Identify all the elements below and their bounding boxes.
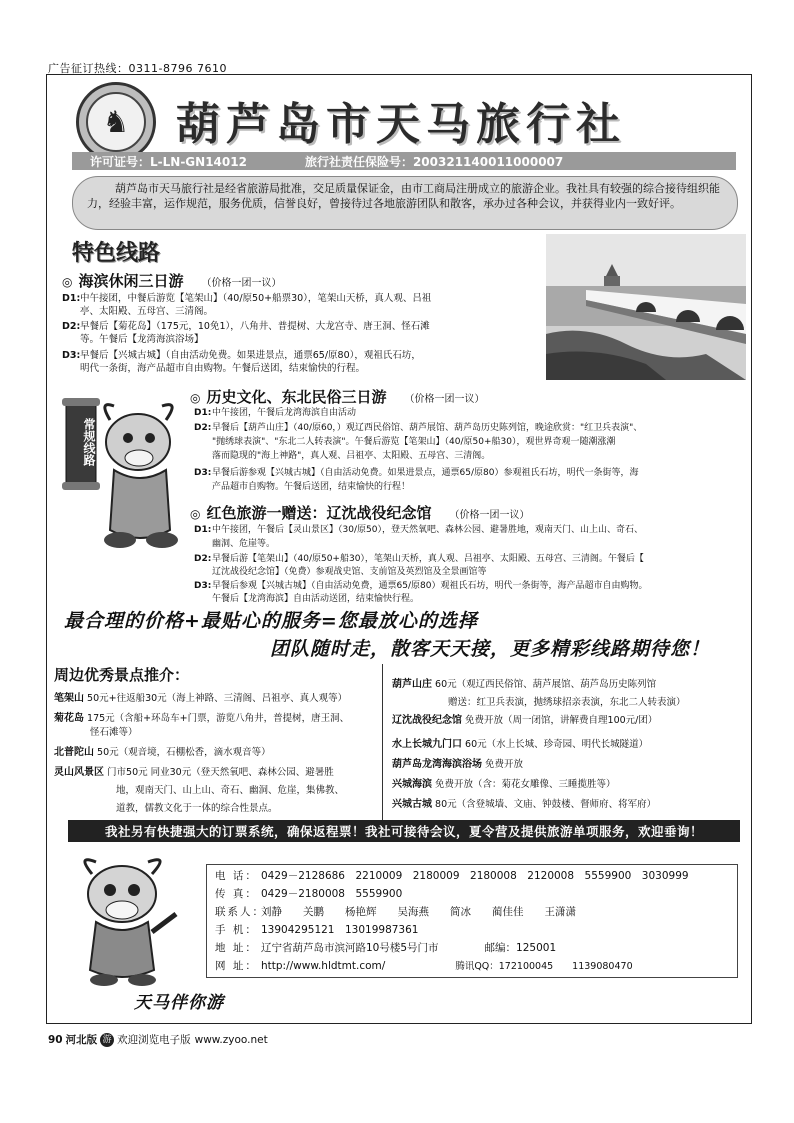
route-title-seaside xyxy=(62,270,282,291)
route-day-line: 落而隐现的"海上神路"，真人观、吕祖亭、太阳殿、五母宫、三清阁。 xyxy=(212,451,491,461)
regular-routes-badge: 常规线路 xyxy=(82,418,96,466)
scenic-spots-heading: 周边优秀景点推介： xyxy=(54,666,190,684)
route-day-line: D2:早餐后【葫芦山庄】（40/原60，）观辽西民俗馆、葫芦展馆、葫芦岛历史陈列馆，晚途欣赏："红卫兵表演"、 xyxy=(194,423,643,433)
phone-numbers: 0429－2128686 2210009 2180009 2180008 2120008 5559900 3030999 xyxy=(261,870,689,882)
scenic-spot: 兴城海滨 免费开放（含：菊花女雕像、三睡揽胜等） xyxy=(392,779,616,790)
slogan-price-service: 最合理的价格+最贴心的服务=您最放心的选择 xyxy=(64,610,478,632)
route-title-history: ◎ 历史文化、东北民俗三日游 （价格一团一议） xyxy=(190,388,485,406)
contact-people: 刘静 关鹏 杨艳辉 吴海燕 简冰 蔺佳佳 王潇潇 xyxy=(261,906,576,918)
ox-mascot-icon xyxy=(58,390,188,560)
route-day-line: 明代一条街，海产品超市自由购物。午餐后送团，结束愉快的行程。 xyxy=(80,363,366,374)
route-day-line: 辽沈战役纪念馆】（免费）参观战史馆、支前馆及英烈馆及全景画馆等 xyxy=(212,567,487,577)
scenic-spot: 灵山风景区 门市50元 同业30元（登天然氧吧、森林公园、避暑胜 xyxy=(54,767,334,778)
postcode: 邮编：125001 xyxy=(484,942,557,954)
circle-bullet-icon: ◎ xyxy=(190,391,201,405)
route-day-line: 产品超市自购物。午餐后送团，结束愉快的行程！ xyxy=(212,482,411,492)
contact-phone-row: 电 话： 0429－2128686 2210009 2180009 2180008 2120008 5559900 3030999 xyxy=(215,870,689,882)
scenic-spot: 赠送：红卫兵表演，抛绣球招亲表演，东北二人转表演） xyxy=(448,697,686,708)
license-bar xyxy=(72,152,736,170)
route-title-red-tourism: ◎ 红色旅游一赠送：辽沈战役纪念馆 （价格一团一议） xyxy=(190,504,530,522)
route-day-line: D2:早餐后游【笔架山】（40/原50+船30），笔架山天桥，真人观、吕祖亭、太阳殿、五母宫、三清阁。午餐后【 xyxy=(194,554,644,564)
route-price: （价格一团一议） xyxy=(404,394,485,405)
route-day-line: 幽洞、危崖等。 xyxy=(212,539,276,549)
contact-people-row: 联系人：刘静 关鹏 杨艳辉 吴海燕 简冰 蔺佳佳 王潇潇 xyxy=(215,906,576,918)
scenic-spot: 北普陀山 50元（观音境，石棚松香，滴水观音等） xyxy=(54,747,271,758)
fax-numbers: 0429－2180008 5559900 xyxy=(261,888,403,900)
route-day-line: D3:早餐后参观【兴城古城】（自由活动免费，通票65/原80）观祖氏石坊，明代一条街等，海产品超市自由购物。 xyxy=(194,581,648,591)
page-footer xyxy=(48,1032,268,1047)
seaside-bridge-photo xyxy=(546,234,746,380)
route-day-line: D3:早餐后游参观【兴城古城】（自由活动免费。如果进景点，通票65/原80）参观祖氏石坊，明代一条街等，海 xyxy=(194,468,639,478)
travel-badge-icon: 游 xyxy=(100,1033,114,1047)
website-link[interactable]: http://www.hldtmt.com/ xyxy=(261,960,386,972)
circle-bullet-icon: ◎ xyxy=(62,275,73,289)
agency-name: 葫芦岛市天马旅行社 xyxy=(176,99,626,150)
scenic-spot: 道教，儒教文化于一体的综合性景点。 xyxy=(116,803,278,814)
scenic-spot: 地，观南天门、山上山、奇石、幽洞、危崖，集佛教、 xyxy=(116,785,345,796)
footer-website-link[interactable]: www.zyoo.net xyxy=(194,1033,268,1046)
qq-numbers: 腾讯QQ：172100045 1139080470 xyxy=(455,961,633,972)
ad-hotline: 广告征订热线：0311-8796 7610 xyxy=(48,62,227,75)
slogan-groups: 团队随时走，散客天天接，更多精彩线路期待您！ xyxy=(270,638,711,660)
route-day-line: D1:中午接团，午餐后龙湾海滨自由活动 xyxy=(194,408,357,418)
scenic-spot: 怪石滩等） xyxy=(90,727,138,738)
route-day-line: 午餐后【龙湾海滨】自由活动送团，结束愉快行程。 xyxy=(212,594,420,604)
horse-icon: ♞ xyxy=(86,92,146,152)
contact-fax-row: 传 真： 0429－2180008 5559900 xyxy=(215,888,403,900)
route-day-line: D1:中午接团，午餐后【灵山景区】（30/原50），登天然氧吧、森林公园、避暑胜地，观南天门、山上山、奇石、 xyxy=(194,525,643,535)
route-price: （价格一团一议） xyxy=(449,510,530,521)
route-price: （价格一团一议） xyxy=(201,278,282,289)
ox-mascot-icon xyxy=(60,852,190,992)
route-day-line: 亭、太阳殿、五母宫、三清阁。 xyxy=(80,306,214,317)
featured-routes-heading: 特色线路 xyxy=(72,241,161,266)
scenic-spot: 笔架山 50元+往返船30元（海上神路、三清阁、吕祖亭、真人观等） xyxy=(54,693,348,704)
scenic-spot: 菊花岛 175元（含船+环岛车+门票，游览八角井，普提树，唐王洞、 xyxy=(54,713,350,724)
contact-box xyxy=(206,864,738,978)
insurance-number: 旅行社责任保险号：200321140011000007 xyxy=(304,154,564,169)
scenic-spot: 葫芦岛龙湾海滨浴场 免费开放 xyxy=(392,759,524,770)
scenic-spot: 辽沈战役纪念馆 免费开放（周一闭馆，讲解费自理100元/团） xyxy=(392,715,658,726)
tagline: 天马伴你游 xyxy=(134,993,224,1013)
circle-bullet-icon: ◎ xyxy=(190,507,201,521)
contact-mobile-row: 手 机： 13904295121 13019987361 xyxy=(215,924,419,936)
route-day-line: 等。午餐后【龙湾海滨浴场】 xyxy=(80,334,204,345)
mobile-numbers: 13904295121 13019987361 xyxy=(261,924,419,936)
agency-intro: 葫芦岛市天马旅行社是经省旅游局批准，交足质量保证金，由市工商局注册成立的旅游企业。我社具有较强的综合接待组织能力，经验丰富，运作规范，服务优质，信誉良好，曾接待过各地旅游团队和散客，承办过各种会议，并获得业内一致好评。 xyxy=(72,176,738,230)
footer-text: 欢迎浏览电子版 xyxy=(117,1034,191,1046)
route-day-line: D3:早餐后【兴城古城】（自由活动免费。如果进景点，通票65/原80），观祖氏石坊， xyxy=(62,350,421,361)
agency-logo xyxy=(76,82,156,162)
contact-address-row: 地 址： 辽宁省葫芦岛市滨河路10号楼5号门市 邮编：125001 xyxy=(215,942,557,954)
edition-label: 河北版 xyxy=(65,1034,98,1046)
license-number: 许可证号：L-LN-GN14012 xyxy=(90,154,247,169)
route-title-text: 海滨休闲三日游 xyxy=(78,272,184,290)
route-day-line: D2:早餐后【菊花岛】（175元，10免1），八角井、普提树、大龙宫寺、唐王洞、怪石滩 xyxy=(62,321,430,332)
page-number: 90 xyxy=(48,1033,63,1046)
route-day-line: D1:中午接团，中餐后游览【笔架山】（40/原50+船票30），笔架山天桥，真人观、吕祖 xyxy=(62,293,432,304)
contact-web-row: 网 址： http://www.hldtmt.com/ 腾讯QQ：172100045 1139080470 xyxy=(215,960,633,972)
services-banner: 我社另有快捷强大的订票系统，确保返程票！我社可接待会议，夏令营及提供旅游单项服务，欢迎垂询！ xyxy=(68,820,740,842)
scenic-spot: 兴城古城 80元（含登城墙、文庙、钟鼓楼、督师府、将军府） xyxy=(392,799,657,810)
column-divider xyxy=(382,664,383,824)
scenic-spot: 葫芦山庄 60元（观辽西民俗馆、葫芦展馆、葫芦岛历史陈列馆 xyxy=(392,679,657,690)
address: 辽宁省葫芦岛市滨河路10号楼5号门市 xyxy=(261,942,439,954)
route-day-line: "抛绣球表演"、"东北二人转表演"。午餐后游览【笔架山】（40/原50+船30），观世界奇观一随潮涨潮 xyxy=(212,437,616,447)
scenic-spot: 水上长城九门口 60元（水上长城、珍奇园、明代长城隧道） xyxy=(392,739,649,750)
